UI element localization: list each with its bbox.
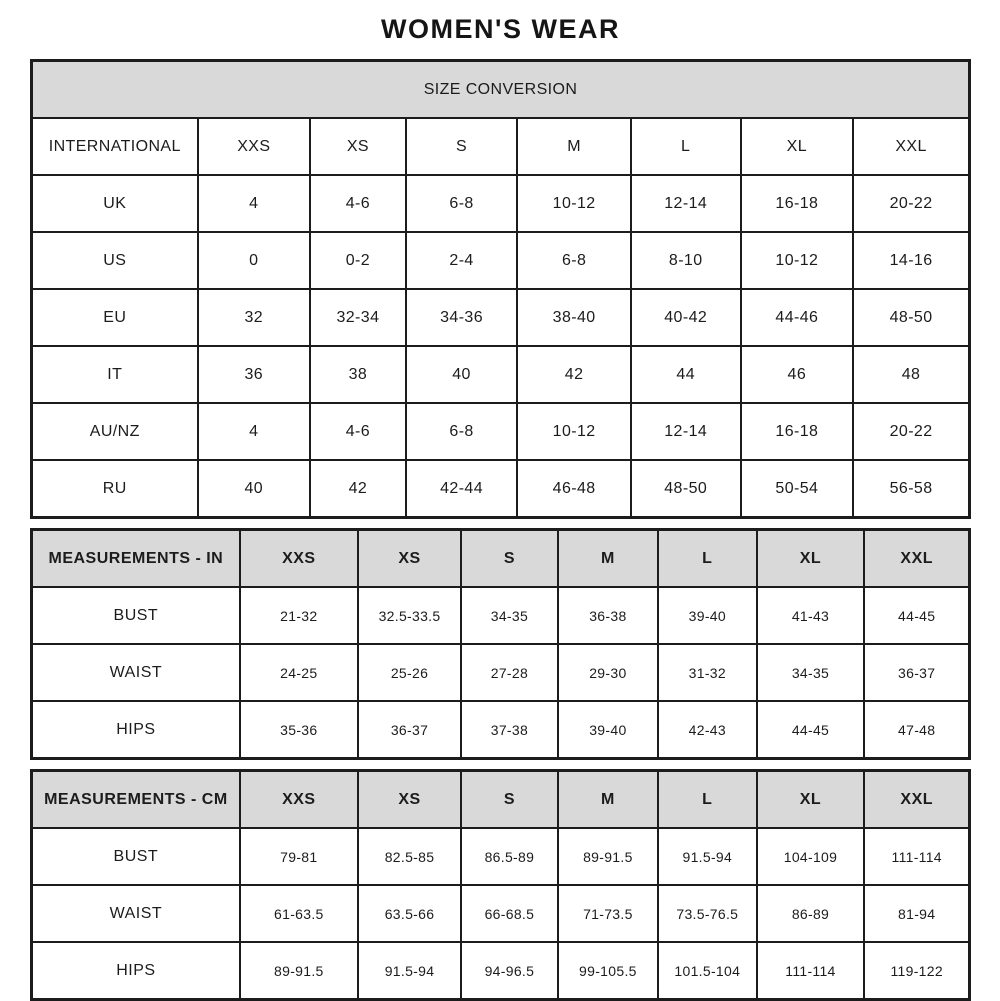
size-conversion-row-au-nz xyxy=(32,403,970,460)
measurements-in-row-label-waist: WAIST xyxy=(32,644,240,701)
size-conversion-column-header-xxs: XXS xyxy=(198,118,311,175)
measurements-cm-column-header-s: S xyxy=(461,771,558,829)
measurements-in-row-label-bust: BUST xyxy=(32,587,240,644)
measurements-in-cell-value: 25-26 xyxy=(358,644,461,701)
measurements-in-row-bust xyxy=(32,587,970,644)
size-conversion-cell-value: 10-12 xyxy=(517,175,630,232)
size-conversion-cell-value: 10-12 xyxy=(517,403,630,460)
size-conversion-row-label-au-nz: AU/NZ xyxy=(32,403,198,460)
size-conversion-row-ru xyxy=(32,460,970,518)
size-conversion-cell-value: 6-8 xyxy=(406,175,518,232)
size-conversion-cell-value: 46 xyxy=(741,346,854,403)
size-conversion-row-label-us: US xyxy=(32,232,198,289)
size-conversion-cell-value: 0 xyxy=(198,232,311,289)
size-conversion-column-header-xs: XS xyxy=(310,118,406,175)
measurements-in-cell-value: 21-32 xyxy=(240,587,358,644)
size-conversion-cell-value: 42 xyxy=(310,460,406,518)
size-conversion-cell-value: 36 xyxy=(198,346,311,403)
measurements-cm-cell-value: 89-91.5 xyxy=(558,828,658,885)
size-conversion-title-row xyxy=(32,61,970,119)
measurements-cm-row-label-hips: HIPS xyxy=(32,942,240,1000)
size-conversion-row-label-it: IT xyxy=(32,346,198,403)
measurements-in-cell-value: 24-25 xyxy=(240,644,358,701)
size-conversion-cell-value: 32-34 xyxy=(310,289,406,346)
size-conversion-cell-value: 48-50 xyxy=(631,460,741,518)
size-conversion-cell-value: 44 xyxy=(631,346,741,403)
size-conversion-row-eu xyxy=(32,289,970,346)
measurements-cm-cell-value: 99-105.5 xyxy=(558,942,658,1000)
size-conversion-cell-value: 38-40 xyxy=(517,289,630,346)
size-conversion-body xyxy=(32,175,970,518)
measurements-in-cell-value: 47-48 xyxy=(864,701,969,759)
measurements-cm-body xyxy=(32,828,970,1000)
measurements-in-cell-value: 34-35 xyxy=(757,644,865,701)
size-conversion-column-header-l: L xyxy=(631,118,741,175)
measurements-cm-cell-value: 82.5-85 xyxy=(358,828,461,885)
size-conversion-cell-value: 48 xyxy=(853,346,969,403)
measurements-in-cell-value: 39-40 xyxy=(658,587,756,644)
measurements-in-row-waist xyxy=(32,644,970,701)
measurements-in-cell-value: 42-43 xyxy=(658,701,756,759)
measurements-cm-cell-value: 89-91.5 xyxy=(240,942,358,1000)
size-conversion-row-it xyxy=(32,346,970,403)
size-conversion-column-header-s: S xyxy=(406,118,518,175)
measurements-in-row-hips xyxy=(32,701,970,759)
measurements-cm-column-header-l: L xyxy=(658,771,756,829)
size-conversion-table xyxy=(30,59,971,519)
size-conversion-cell-value: 50-54 xyxy=(741,460,854,518)
size-conversion-header-row xyxy=(32,118,970,175)
measurements-cm-row-bust xyxy=(32,828,970,885)
size-conversion-row-us xyxy=(32,232,970,289)
measurements-in-cell-value: 29-30 xyxy=(558,644,658,701)
measurements-cm-column-header-xxl: XXL xyxy=(864,771,969,829)
measurements-in-column-header-xl: XL xyxy=(757,530,865,588)
measurements-in-cell-value: 32.5-33.5 xyxy=(358,587,461,644)
size-conversion-cell-value: 38 xyxy=(310,346,406,403)
measurements-cm-table xyxy=(30,769,971,1001)
size-conversion-cell-value: 14-16 xyxy=(853,232,969,289)
measurements-cm-column-header-xl: XL xyxy=(757,771,865,829)
measurements-in-cell-value: 36-38 xyxy=(558,587,658,644)
measurements-cm-cell-value: 91.5-94 xyxy=(658,828,756,885)
size-conversion-cell-value: 10-12 xyxy=(741,232,854,289)
size-conversion-row-uk xyxy=(32,175,970,232)
size-conversion-cell-value: 20-22 xyxy=(853,403,969,460)
measurements-cm-cell-value: 101.5-104 xyxy=(658,942,756,1000)
measurements-in-cell-value: 37-38 xyxy=(461,701,558,759)
measurements-in-cell-value: 36-37 xyxy=(864,644,969,701)
measurements-in-body xyxy=(32,587,970,759)
measurements-cm-row-waist xyxy=(32,885,970,942)
measurements-cm-column-header-measurements-cm: MEASUREMENTS - CM xyxy=(32,771,240,829)
measurements-cm-cell-value: 71-73.5 xyxy=(558,885,658,942)
measurements-in-cell-value: 41-43 xyxy=(757,587,865,644)
size-conversion-cell-value: 32 xyxy=(198,289,311,346)
size-conversion-cell-value: 56-58 xyxy=(853,460,969,518)
size-conversion-cell-value: 20-22 xyxy=(853,175,969,232)
measurements-cm-cell-value: 86-89 xyxy=(757,885,865,942)
measurements-in-cell-value: 27-28 xyxy=(461,644,558,701)
size-conversion-cell-value: 42-44 xyxy=(406,460,518,518)
measurements-cm-cell-value: 91.5-94 xyxy=(358,942,461,1000)
size-conversion-row-label-ru: RU xyxy=(32,460,198,518)
measurements-in-cell-value: 36-37 xyxy=(358,701,461,759)
size-conversion-cell-value: 40 xyxy=(406,346,518,403)
measurements-in-header-row xyxy=(32,530,970,588)
size-conversion-cell-value: 4-6 xyxy=(310,403,406,460)
measurements-cm-column-header-xxs: XXS xyxy=(240,771,358,829)
size-conversion-title: SIZE CONVERSION xyxy=(32,61,970,119)
measurements-in-row-label-hips: HIPS xyxy=(32,701,240,759)
page-title: WOMEN'S WEAR xyxy=(381,14,620,44)
measurements-in-cell-value: 44-45 xyxy=(757,701,865,759)
measurements-cm-column-header-m: M xyxy=(558,771,658,829)
size-conversion-column-header-m: M xyxy=(517,118,630,175)
size-conversion-cell-value: 46-48 xyxy=(517,460,630,518)
measurements-cm-cell-value: 119-122 xyxy=(864,942,969,1000)
measurements-cm-cell-value: 66-68.5 xyxy=(461,885,558,942)
size-conversion-cell-value: 6-8 xyxy=(517,232,630,289)
size-conversion-cell-value: 4-6 xyxy=(310,175,406,232)
measurements-cm-cell-value: 86.5-89 xyxy=(461,828,558,885)
measurements-in-column-header-s: S xyxy=(461,530,558,588)
measurements-in-cell-value: 34-35 xyxy=(461,587,558,644)
measurements-in-table xyxy=(30,528,971,760)
measurements-cm-cell-value: 79-81 xyxy=(240,828,358,885)
size-conversion-cell-value: 4 xyxy=(198,403,311,460)
measurements-in-cell-value: 39-40 xyxy=(558,701,658,759)
measurements-cm-cell-value: 111-114 xyxy=(864,828,969,885)
measurements-in-column-header-l: L xyxy=(658,530,756,588)
size-conversion-cell-value: 4 xyxy=(198,175,311,232)
size-conversion-cell-value: 40 xyxy=(198,460,311,518)
measurements-in-column-header-measurements-in: MEASUREMENTS - IN xyxy=(32,530,240,588)
measurements-cm-cell-value: 111-114 xyxy=(757,942,865,1000)
measurements-in-column-header-m: M xyxy=(558,530,658,588)
size-conversion-cell-value: 16-18 xyxy=(741,175,854,232)
size-conversion-cell-value: 44-46 xyxy=(741,289,854,346)
size-conversion-column-header-xxl: XXL xyxy=(853,118,969,175)
size-conversion-cell-value: 12-14 xyxy=(631,175,741,232)
size-conversion-cell-value: 0-2 xyxy=(310,232,406,289)
size-conversion-cell-value: 12-14 xyxy=(631,403,741,460)
measurements-cm-row-hips xyxy=(32,942,970,1000)
measurements-cm-cell-value: 73.5-76.5 xyxy=(658,885,756,942)
measurements-in-column-header-xxs: XXS xyxy=(240,530,358,588)
size-conversion-cell-value: 6-8 xyxy=(406,403,518,460)
measurements-cm-cell-value: 94-96.5 xyxy=(461,942,558,1000)
size-conversion-cell-value: 34-36 xyxy=(406,289,518,346)
size-conversion-cell-value: 42 xyxy=(517,346,630,403)
measurements-cm-cell-value: 61-63.5 xyxy=(240,885,358,942)
measurements-cm-header-row xyxy=(32,771,970,829)
size-conversion-row-label-uk: UK xyxy=(32,175,198,232)
size-conversion-cell-value: 2-4 xyxy=(406,232,518,289)
measurements-in-cell-value: 35-36 xyxy=(240,701,358,759)
measurements-in-cell-value: 31-32 xyxy=(658,644,756,701)
measurements-cm-column-header-xs: XS xyxy=(358,771,461,829)
size-conversion-cell-value: 16-18 xyxy=(741,403,854,460)
size-conversion-column-header-international: INTERNATIONAL xyxy=(32,118,198,175)
size-conversion-row-label-eu: EU xyxy=(32,289,198,346)
measurements-in-column-header-xxl: XXL xyxy=(864,530,969,588)
size-conversion-column-header-xl: XL xyxy=(741,118,854,175)
measurements-cm-cell-value: 81-94 xyxy=(864,885,969,942)
measurements-cm-row-label-bust: BUST xyxy=(32,828,240,885)
measurements-cm-cell-value: 63.5-66 xyxy=(358,885,461,942)
size-conversion-cell-value: 48-50 xyxy=(853,289,969,346)
measurements-in-cell-value: 44-45 xyxy=(864,587,969,644)
measurements-in-column-header-xs: XS xyxy=(358,530,461,588)
measurements-cm-cell-value: 104-109 xyxy=(757,828,865,885)
measurements-cm-row-label-waist: WAIST xyxy=(32,885,240,942)
size-conversion-cell-value: 40-42 xyxy=(631,289,741,346)
size-conversion-cell-value: 8-10 xyxy=(631,232,741,289)
